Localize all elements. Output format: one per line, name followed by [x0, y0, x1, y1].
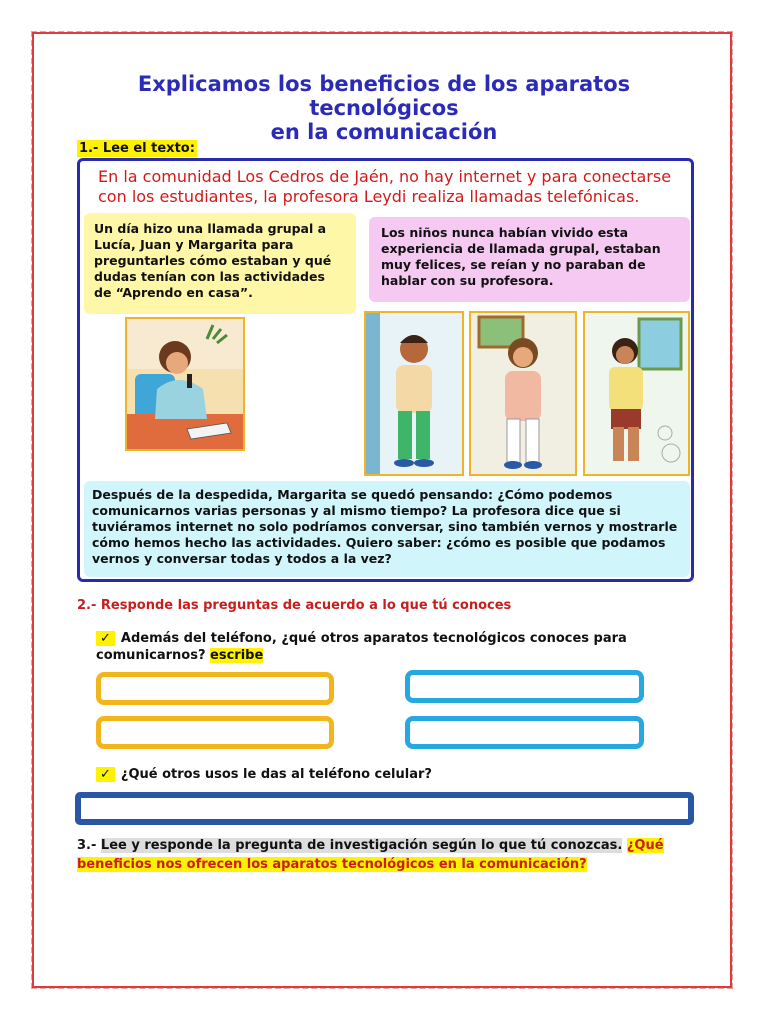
cyan-text-box: Después de la despedida, Margarita se quedó pensando: ¿Cómo podemos comunicarnos varias personas y al mismo tiempo? La profesora dice que si tuviéramos internet no solo podríamos conversar, sino también vernos y mostrarle cómo hemos hecho las actividades. Quiero saber: ¿cómo es posible que podamos vernos y conversar todas y todos a la vez?: [84, 481, 690, 577]
child-3-illustration: [583, 311, 690, 476]
section-3-text: Lee y responde la pregunta de investigación según lo que tú conozcas.: [100, 838, 623, 853]
research-question: ¿Qué beneficios nos ofrecen los aparatos tecnológicos en la comunicación?: [77, 838, 664, 872]
question-1-text: Además del teléfono, ¿qué otros aparatos tecnológicos conoces para comunicarnos?: [96, 631, 627, 663]
title-line-1: Explicamos los beneficios de los aparatos tecnológicos: [137, 72, 631, 120]
page-title: [60, 72, 708, 144]
question-2: [96, 766, 656, 783]
answer-field-5[interactable]: [75, 792, 694, 825]
section-3-label: 3.-: [77, 838, 97, 853]
child-2-illustration: [469, 311, 577, 476]
checkmark-icon: ✓: [96, 767, 115, 782]
intro-text: En la comunidad Los Cedros de Jaén, no hay internet y para conectarse con los estudiantes, la profesora Leydi realiza llamadas telefónicas.: [98, 167, 672, 206]
question-2-text: ¿Qué otros usos le das al teléfono celular?: [120, 767, 432, 782]
answer-field-4[interactable]: [405, 716, 644, 749]
teacher-illustration: [125, 317, 245, 451]
question-1: [96, 630, 656, 664]
question-1-highlight: escribe: [210, 648, 264, 663]
yellow-text-box: Un día hizo una llamada grupal a Lucía, Juan y Margarita para preguntarles cómo estaban y qué dudas tenían con las actividades de “Aprendo en casa”.: [84, 213, 356, 314]
pink-text-box: Los niños nunca habían vivido esta experiencia de llamada grupal, estaban muy felices, se reían y no paraban de hablar con su profesora.: [369, 217, 690, 302]
answer-field-1[interactable]: [96, 672, 334, 705]
checkmark-icon: ✓: [96, 631, 115, 646]
section-1-label: 1.- Lee el texto:: [79, 141, 195, 156]
section-3: [77, 836, 677, 874]
answer-field-3[interactable]: [96, 716, 334, 749]
title-line-2: en la comunicación: [270, 120, 498, 144]
child-1-illustration: [364, 311, 464, 476]
answer-field-2[interactable]: [405, 670, 644, 703]
section-2-label: 2.- Responde las preguntas de acuerdo a lo que tú conoces: [77, 598, 512, 613]
